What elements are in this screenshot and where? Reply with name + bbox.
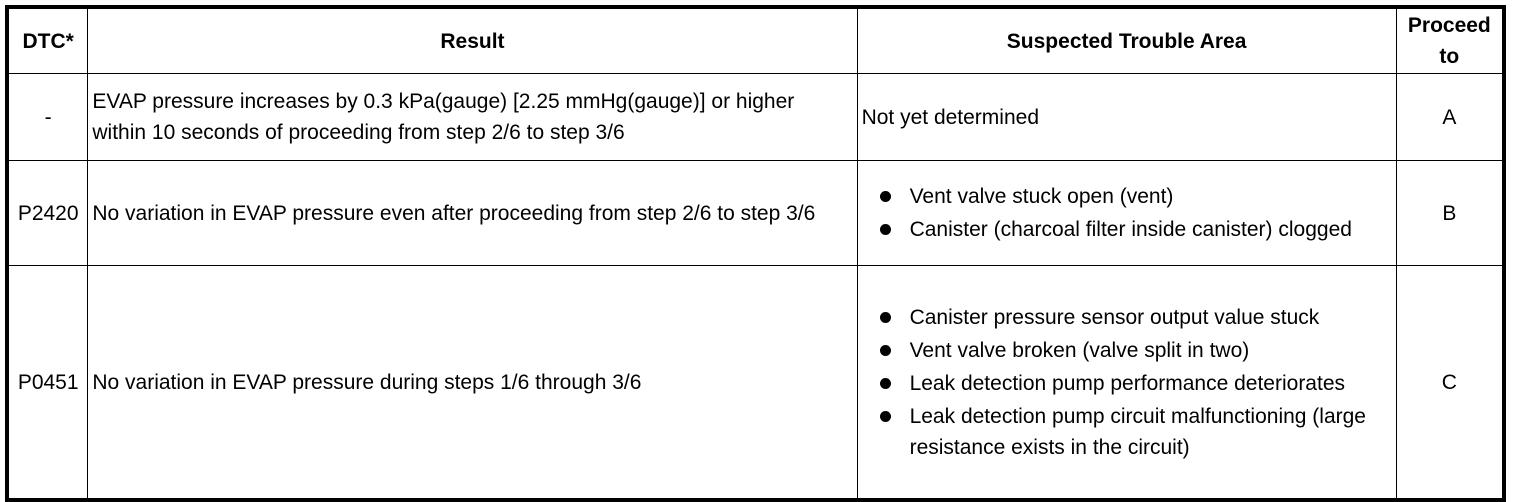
- result-cell: EVAP pressure increases by 0.3 kPa(gauge) [2.25 mmHg(gauge)] or higher within 10 seconds of proceeding from step 2/6 to step 3/6: [88, 74, 857, 161]
- list-item: [880, 214, 1392, 245]
- bullet-icon: [880, 411, 891, 422]
- table-row: [7, 266, 1504, 501]
- suspected-area-cell: Not yet determined: [857, 74, 1396, 161]
- suspected-area-list: [880, 302, 1392, 463]
- list-item: [880, 401, 1392, 463]
- suspected-area-cell: [857, 266, 1396, 501]
- bullet-icon: [880, 224, 891, 235]
- list-item-text: Leak detection pump performance deteriorates: [909, 371, 1345, 395]
- result-cell: No variation in EVAP pressure even after proceeding from step 2/6 to step 3/6: [88, 161, 857, 266]
- list-item: [880, 335, 1392, 366]
- list-item-text: Leak detection pump circuit malfunctioning (large resistance exists in the circuit): [909, 404, 1366, 459]
- bullet-icon: [880, 378, 891, 389]
- bullet-icon: [880, 312, 891, 323]
- bullet-icon: [880, 191, 891, 202]
- suspected-area-list: [880, 181, 1392, 245]
- bullet-icon: [880, 345, 891, 356]
- dtc-cell: P2420: [7, 161, 88, 266]
- list-item-text: Canister (charcoal filter inside canister) clogged: [909, 218, 1352, 241]
- result-cell: No variation in EVAP pressure during steps 1/6 through 3/6: [88, 266, 857, 501]
- header-proceed-to: Proceed to: [1396, 7, 1504, 74]
- list-item: [880, 302, 1392, 333]
- header-dtc: DTC*: [7, 7, 88, 74]
- list-item: [880, 181, 1392, 212]
- table-row: [7, 161, 1504, 266]
- table-row: [7, 74, 1504, 161]
- dtc-cell: P0451: [7, 266, 88, 501]
- header-suspected-trouble-area: Suspected Trouble Area: [857, 7, 1396, 74]
- header-result: Result: [88, 7, 857, 74]
- list-item-text: Vent valve stuck open (vent): [909, 185, 1174, 208]
- list-item: [880, 368, 1392, 399]
- dtc-cell: -: [7, 74, 88, 161]
- proceed-cell: B: [1396, 161, 1504, 266]
- proceed-cell: C: [1396, 266, 1504, 501]
- table-header-row: [7, 7, 1504, 74]
- dtc-result-table: [5, 5, 1506, 502]
- proceed-cell: A: [1396, 74, 1504, 161]
- list-item-text: Vent valve broken (valve split in two): [909, 338, 1250, 362]
- suspected-area-cell: [857, 161, 1396, 266]
- list-item-text: Canister pressure sensor output value stuck: [909, 305, 1320, 329]
